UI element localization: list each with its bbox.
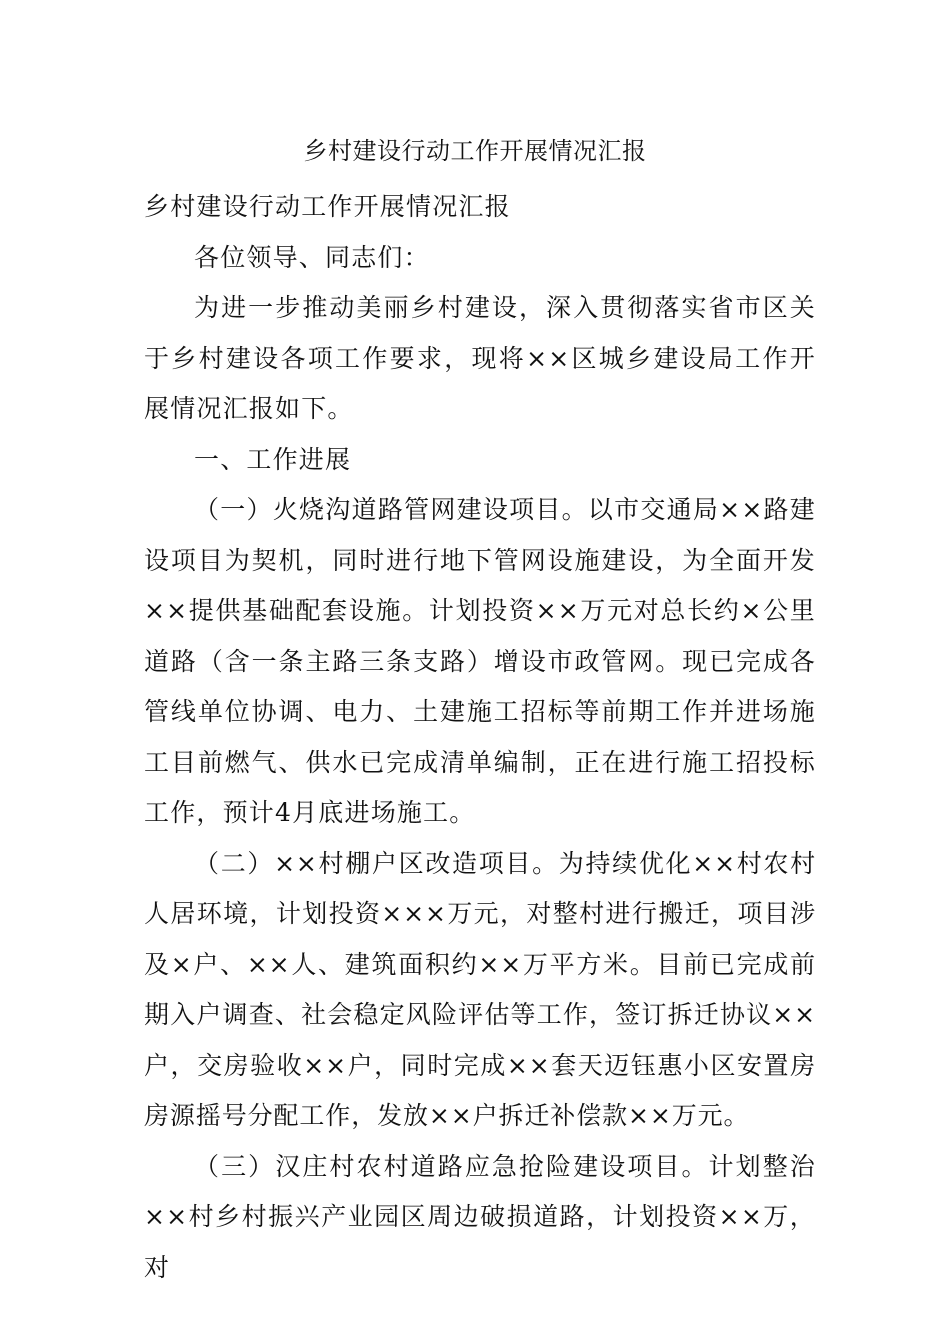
section-heading: 一、工作进展	[194, 444, 352, 474]
item-paragraph-1: （一）火烧沟道路管网建设项目。以市交通局××路建设项目为契机，同时进行地下管网设施建设，为全面开发××提供基础配套设施。计划投资××万元对总长约×公里道路（含一条主路三条支路）增设市政管网。现已完成各管线单位协调、电力、土建施工招标等前期工作并进场施工目前燃气、供水已完成清单编制，正在进行施工招投标工作，预计4月底进场施工。	[144, 495, 816, 827]
salutation: 各位领导、同志们：	[194, 242, 430, 272]
item-paragraph-2: （二）××村棚户区改造项目。为持续优化××村农村人居环境，计划投资×××万元，对整村进行搬迁，项目涉及×户、××人、建筑面积约××万平方米。目前已完成前期入户调查、社会稳定风险评估等工作，签订拆迁协议××户，交房验收××户，同时完成××套天迈钰惠小区安置房房源摇号分配工作，发放××户拆迁补偿款××万元。	[144, 848, 816, 1130]
intro-paragraph: 为进一步推动美丽乡村建设，深入贯彻落实省市区关于乡村建设各项工作要求，现将××区城乡建设局工作开展情况汇报如下。	[144, 293, 816, 423]
document-title: 乡村建设行动工作开展情况汇报	[303, 137, 647, 165]
document-subtitle: 乡村建设行动工作开展情况汇报	[144, 192, 511, 221]
item-paragraph-3: （三）汉庄村农村道路应急抢险建设项目。计划整治××村乡村振兴产业园区周边破损道路，计划投资××万，对	[144, 1151, 816, 1282]
document-body	[144, 182, 816, 1293]
